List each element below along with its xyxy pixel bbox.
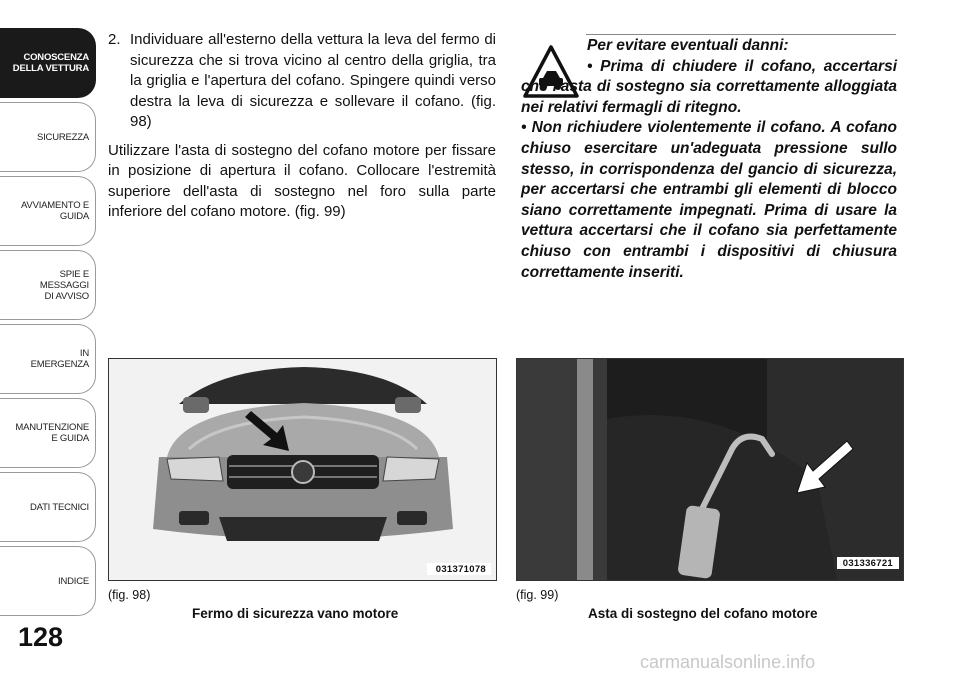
tab-dati-tecnici[interactable]: DATI TECNICI	[0, 472, 96, 542]
tab-manutenzione-e-guida[interactable]: MANUTENZIONE E GUIDA	[0, 398, 96, 468]
body-paragraph: Utilizzare l'asta di sostegno del cofano motore per fissare in posizione di apertura il cofano. Collocare l'estremità superiore dell'asta di sostegno nel foro sulla parte inferiore del cofano motore. (fig. 99)	[108, 141, 496, 220]
instructions-column	[108, 30, 496, 238]
figure-98-caption: Fermo di sicurezza vano motore	[192, 606, 399, 621]
tab-spie-e-messaggi[interactable]: SPIE E MESSAGGI DI AVVISO	[0, 250, 96, 320]
tab-in-emergenza[interactable]: IN EMERGENZA	[0, 324, 96, 394]
tab-avviamento-e-guida[interactable]: AVVIAMENTO E GUIDA	[0, 176, 96, 246]
figure-98-car-front	[108, 358, 497, 581]
tab-indice[interactable]: INDICE	[0, 546, 96, 616]
figure-98-ref: (fig. 98)	[108, 588, 151, 602]
step-text: Individuare all'esterno della vettura la leva del fermo di sicurezza che si trova vicino al centro della griglia, tra la griglia e l'apertura del cofano. Spingere quindi verso destra la leva di sicurezza e sollevare il cofano. (fig. 98)	[130, 31, 496, 130]
step-item	[108, 30, 496, 133]
figure-99-caption: Asta di sostegno del cofano motore	[588, 606, 818, 621]
step-number: 2.	[108, 31, 121, 48]
warning-block	[521, 36, 897, 283]
figure-99-code: 031336721	[842, 558, 893, 569]
watermark: carmanualsonline.info	[640, 652, 816, 672]
warning-bullet-2: • Non richiudere violentemente il cofano. A cofano chiuso esercitare un'adeguata pressione sullo stesso, in corrispondenza del gancio di sicurezza, per accertarsi che entrambi gli elementi di blocco siano correttamente impegnati. Prima di usare la vettura accertarsi che il cofano sia perfettamente chiuso con entrambi i dispositivi di chiusura correttamente inseriti.	[521, 119, 897, 281]
tab-sicurezza[interactable]: SICUREZZA	[0, 102, 96, 172]
warning-title: Per evitare eventuali danni:	[587, 37, 789, 54]
warning-bullet-1: • Prima di chiudere il cofano, accertarsi che l'asta di sostegno sia correttamente alloggiata nei relativi fermagli di ritegno.	[521, 57, 897, 116]
figure-99-ref: (fig. 99)	[516, 588, 559, 602]
warning-divider	[586, 34, 896, 35]
tab-conoscenza-della-vettura[interactable]: CONOSCENZA DELLA VETTURA	[0, 28, 96, 98]
figure-99-prop-rod	[516, 358, 904, 581]
page-number: 128	[18, 622, 64, 652]
figure-98-code: 031371078	[435, 564, 486, 575]
